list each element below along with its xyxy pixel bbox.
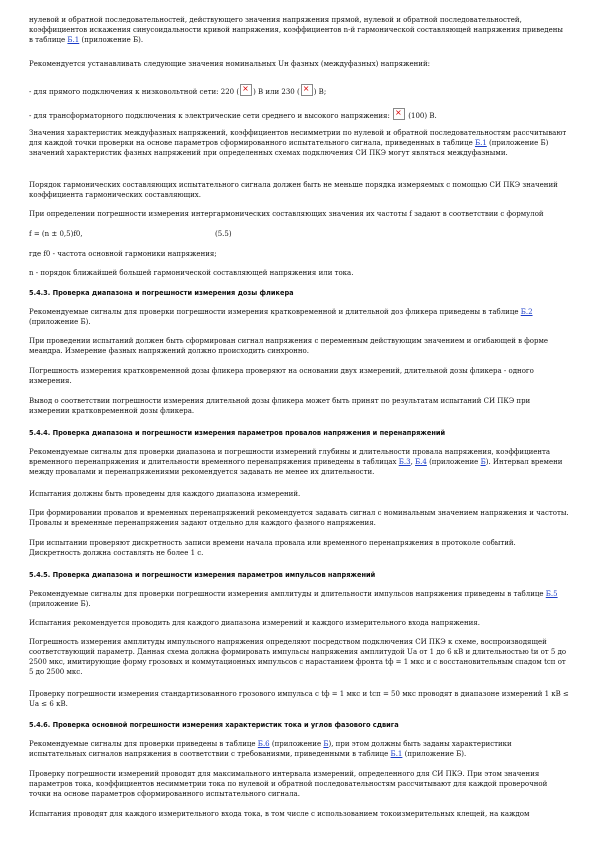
section-heading-5-4-3: 5.4.3. Проверка диапазона и погрешности измерения дозы фликера [29, 289, 294, 297]
link-table-b5[interactable]: Б.5 [545, 590, 558, 598]
text: Значения характеристик междуфазных напряжений, коэффициентов несимметрии по нулевой и обратной последовательностям рассчитывают для каждой точки проверки на основе параметров сформированного испытательного сигнала, приведенных в таблице [29, 129, 567, 147]
broken-image-icon [393, 108, 405, 120]
paragraph-23: Проверку погрешности измерений проводят для максимального интервала измерений, определенного для СИ ПКЭ. При этом значения параметров тока, коэффициентов несимметрии тока по нулевой и обратной последовательностям рассчитывают для каждой проверочной точки на основе параметров сформированного испытательного сигнала. [29, 770, 548, 798]
paragraph-13: Вывод о соответствии погрешности измерения длительной дозы фликера может быть принят по результатам испытаний СИ ПКЭ при измерении кратковременной дозы фликера. [29, 397, 531, 415]
text: нулевой и обратной последовательностей, действующего значения напряжения прямой, нулевой и обратной последовательностей, коэффициентов искажения синусоидальности кривой напряжения, коэффициентов n-й гармонической составляющей напряжения приведены в таблице [29, 16, 563, 44]
paragraph-8: где f0 - частота основной гармоники напряжения; [29, 250, 217, 258]
paragraph-16: При формировании провалов и временных перенапряжений рекомендуется задавать сигнал с номинальным значением напряжения и частоты. Провалы и временные перенапряжения задают отдельно для каждого фазного напряжения. [29, 509, 569, 527]
paragraph-3 [29, 84, 569, 97]
paragraph-10 [29, 307, 569, 327]
formula: f = (n ± 0,5)f0, [29, 230, 83, 238]
link-table-b4[interactable]: Б.4 [415, 458, 427, 466]
paragraph-20: Погрешность измерения амплитуды импульсного напряжения определяют посредством подключения СИ ПКЭ к схеме, воспроизводящей соответствующий параметр. Данная схема должна формировать импульсы напряжения амплитудой Uа от 1 до 6 кВ и длительностью tи от 5 до 2500 мкс, имитирующие форму грозовых и коммутационных импульсов с нарастанием фронта tф = 1 мкс и с восстановительным спадом tсп от 5 до 2500 мкс. [29, 638, 567, 676]
link-table-b2[interactable]: Б.2 [520, 308, 533, 316]
paragraph-1 [29, 15, 569, 45]
paragraph-6: Порядок гармонических составляющих испытательного сигнала должен быть не меньше порядка измеряемых с помощью СИ ПКЭ значений коэффициента гармонических составляющих. [29, 181, 558, 199]
text: (приложение [426, 458, 481, 466]
text: , [410, 458, 416, 466]
text: Рекомендуемые сигналы для проверки погрешности измерения кратковременной и длительной доз фликера приведены в таблице [29, 308, 521, 316]
text: Рекомендуемые сигналы для проверки погрешности измерения амплитуды и длительности импульсов напряжения приведены в таблице [29, 590, 546, 598]
paragraph-18 [29, 589, 569, 609]
text: Рекомендуемые сигналы для проверки диапазона и погрешности измерений глубины и длительности провала напряжения, коэффициента временного перенапряжения и длительности временного перенапряжения приведены в таблицах [29, 448, 551, 466]
paragraph-4 [29, 108, 569, 121]
text: - для трансформаторного подключения к электрические сети среднего и высокого напряжения: [29, 112, 393, 120]
paragraph-14 [29, 447, 569, 477]
link-table-b6[interactable]: Б.6 [257, 740, 270, 748]
paragraph-9: n - порядок ближайшей большей гармонической составляющей напряжения или тока. [29, 269, 354, 277]
text: ), при этом должны быть заданы характеристики испытательных сигналов напряжения в соответствии с требованиями, приведенными в таблице [29, 740, 512, 758]
paragraph-19: Испытания рекомендуется проводить для каждого диапазона измерений и каждого измерительного входа напряжения. [29, 619, 480, 627]
link-table-b1[interactable]: Б.1 [474, 139, 487, 147]
paragraph-22 [29, 739, 569, 759]
formula-number: (5.5) [215, 230, 232, 238]
formula-line [29, 229, 569, 239]
text: (приложение Б). [79, 36, 144, 44]
text: ). Интервал времени между провалами и перенапряжениями рекомендуется задавать не менее их длительности. [29, 458, 563, 476]
link-table-b1[interactable]: Б.1 [67, 36, 80, 44]
paragraph-15: Испытания должны быть проведены для каждого диапазона измерений. [29, 490, 301, 498]
paragraph-12: Погрешность измерения кратковременной дозы фликера проверяют на основании двух измерений, длительной дозы фликера - одного измерения. [29, 367, 534, 385]
paragraph-21: Проверку погрешности измерения стандартизованного грозового импульса с tф = 1 мкс и tсп = 50 мкс проводят в диапазоне измерений 1 кВ ≤ Uа ≤ 6 кВ. [29, 690, 569, 708]
link-appendix-b[interactable]: Б [323, 740, 329, 748]
link-table-b3[interactable]: Б.3 [398, 458, 411, 466]
broken-image-icon [240, 84, 252, 96]
text: (приложение Б). [29, 600, 91, 608]
text: (100) В. [406, 112, 437, 120]
text: (приложение [269, 740, 324, 748]
paragraph-2: Рекомендуется устанавливать следующие значения номинальных Uн фазных (междуфазных) напряжений: [29, 60, 430, 68]
paragraph-24: Испытания проводят для каждого измерительного входа тока, в том числе с использованием токоизмерительных клещей, на каждом [29, 810, 530, 818]
text: ) В или 230 ( [253, 88, 300, 96]
section-heading-5-4-4: 5.4.4. Проверка диапазона и погрешности измерения параметров провалов напряжения и перенапряжений [29, 429, 446, 437]
paragraph-7: При определении погрешности измерения интергармонических составляющих значения их частоты f задают в соответствии с формулой [29, 210, 544, 218]
text: - для прямого подключения к низковольтной сети: 220 ( [29, 88, 240, 96]
section-heading-5-4-6: 5.4.6. Проверка основной погрешности измерения характеристик тока и углов фазового сдвига [29, 721, 399, 729]
section-heading-5-4-5: 5.4.5. Проверка диапазона и погрешности измерения параметров импульсов напряжений [29, 571, 376, 579]
link-appendix-b[interactable]: Б [480, 458, 486, 466]
broken-image-icon [301, 84, 313, 96]
text: ) В; [313, 88, 327, 96]
text: (приложение Б). [29, 318, 91, 326]
paragraph-5 [29, 128, 569, 158]
text: Рекомендуемые сигналы для проверки приведены в таблице [29, 740, 258, 748]
text: (приложение Б) значений характеристик фазных напряжений при определенных схемах подключения СИ ПКЭ могут являться междуфазными. [29, 139, 549, 157]
link-table-b1[interactable]: Б.1 [390, 750, 403, 758]
paragraph-11: При проведении испытаний должен быть сформирован сигнал напряжения с переменным действующим значением и огибающей в форме меандра. Измерение фазных напряжений должно происходить синхронно. [29, 337, 549, 355]
text: (приложение Б). [402, 750, 467, 758]
paragraph-17: При испытании проверяют дискретность записи времени начала провала или временного перенапряжения в протоколе событий. Дискретность должна составлять не более 1 с. [29, 539, 516, 557]
